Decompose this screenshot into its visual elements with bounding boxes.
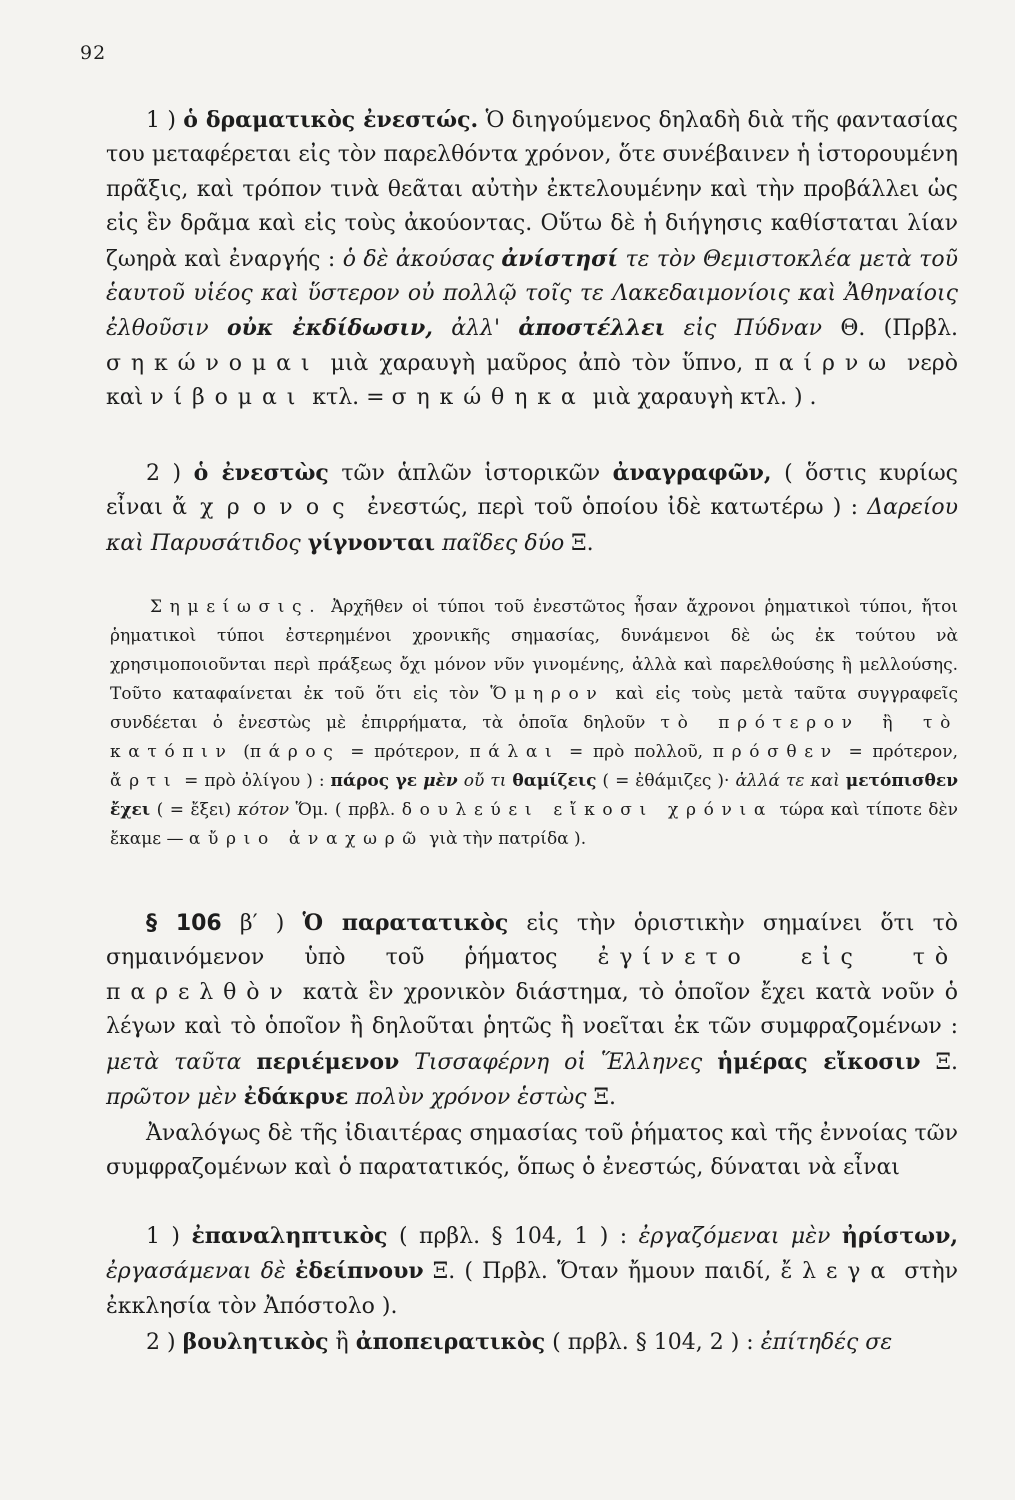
page-number: 92 (80, 42, 107, 64)
example-text: ἐργασάμεναι δὲ (106, 1259, 286, 1285)
paragraph-volitional (106, 1325, 958, 1360)
note-text: Ὅμ. ( πρβλ. (289, 800, 402, 820)
body-text: εἰς τὴν ὁριστικὴν σημαίνει ὅτι τὸ σημαινόμενον ὑπὸ τοῦ ῥήματος (106, 911, 958, 971)
spaced-word: σηκώθηκα (391, 385, 586, 411)
spaced-word: πάλαι (469, 742, 560, 762)
term-historical-present: ὁ ἐνεστὼς (193, 460, 329, 486)
example-text: εἰς Πύδναν (683, 316, 823, 342)
note-label: Σημείωσις. (150, 597, 323, 617)
body-text: τῶν ἁπλῶν ἱστορικῶν (328, 461, 613, 486)
term-volitional: βουλητικὸς (182, 1329, 329, 1355)
body-text: ( πρβλ. § 104, 2 ) : (545, 1330, 761, 1355)
spaced-word: ἄρτι (110, 771, 179, 791)
term-dramatic-present: ὁ δραματικὸς ἐνεστώς. (183, 107, 479, 133)
body-text: νερὸ καὶ (106, 350, 958, 411)
example-verb: περιέμενον (256, 1048, 400, 1075)
note-text: τώρα καὶ τίποτε δὲν ἔκαμε — (110, 800, 958, 849)
example-italic: κότον (237, 800, 290, 820)
section-number: § 106 (146, 911, 222, 936)
body-text: Ἀναλόγως δὲ τῆς ἰδιαιτέρας σημασίας τοῦ ῥήματος καὶ τῆς ἐννοίας τῶν συμφραζομένων καὶ ὁ παρατατικός, ὅπως ὁ ἐνεστώς, δύναται νὰ εἶναι (106, 1121, 958, 1181)
example-text: Τισσαφέρνη οἱ Ἕλληνες (414, 1049, 703, 1075)
body-text: στὴν ἐκκλησία τὸν Ἀπόστολο ). (106, 1259, 958, 1319)
spaced-word: ἐγίνετο εἰς τὸ παρελθὸν (106, 945, 958, 1005)
note-text: γιὰ τὴν πατρίδα ). (423, 829, 587, 849)
example-italic: ἀλλά τε καὶ (735, 771, 840, 791)
example-italic: μὲν (423, 771, 458, 791)
note-text: = πρότερον, (340, 742, 470, 762)
note-text: Ἀρχῆθεν οἱ τύποι τοῦ ἐνεστῶτος ἦσαν ἄχρονοι ῥηματικοὶ τύποι, ἤτοι ῥηματικοὶ τύποι ἐστερημένοι χρονικῆς σημασίας, δυνάμενοι δὲ ὡς ἐκ τούτου νὰ χρησιμοποιοῦνται περὶ πράξεως ὄχι μόνον νῦν γινομένης, ἀλλὰ καὶ παρελθούσης ἢ μελλούσης. Τοῦτο καταφαίνεται ἐκ τοῦ ὅτι εἰς τὸν (110, 597, 958, 704)
body-text: ἢ (328, 1330, 356, 1355)
body-text: β′ ) (221, 911, 303, 936)
term-imperfect: Ὁ παρατατικὸς (302, 910, 509, 936)
spaced-word: τὸ πρότερον ἢ τὸ κατόπιν (110, 713, 958, 762)
example-verb: ἐδάκρυε (243, 1084, 349, 1111)
source-abbrev: Ξ. (586, 1085, 616, 1111)
note-text: καὶ εἰς τοὺς μετὰ ταῦτα συγγραφεῖς συνδέεται ὁ ἐνεστὼς μὲ ἐπιρρήματα, τὰ ὁποῖα δηλοῦν (110, 684, 958, 733)
body-text: κτλ. = (305, 385, 392, 411)
body-text: μιὰ χαραυγὴ μαῦρος ἀπὸ τὸν ὕπνο, (319, 350, 755, 376)
spaced-word: Ὅμηρον (490, 684, 605, 704)
spaced-word: νίβομαι (150, 385, 306, 411)
example-bold: θαμίζεις (512, 771, 597, 791)
item-number: 2 ) (146, 461, 194, 486)
note-text: = πρότερον, (838, 742, 958, 762)
spaced-word: πρόσθεν (712, 742, 839, 762)
note-text: = πρὸ πολλοῦ, (559, 742, 713, 762)
item-number: 2 ) (146, 1330, 183, 1355)
example-text: μετὰ ταῦτα (106, 1049, 242, 1075)
example-text: ἐπίτηδές σε (760, 1330, 893, 1355)
item-number: 1 ) (146, 1224, 192, 1249)
example-text: πολὺν χρόνον ἑστὼς (355, 1085, 587, 1111)
example-text: παῖδες δύο (442, 530, 565, 556)
example-verb: ἀνίστησί (501, 245, 619, 272)
body-text: ( ὅστις κυρίως εἶναι (106, 461, 958, 521)
paragraph-repetitive (106, 1219, 958, 1324)
note-text: ( = ἔξει) (150, 800, 238, 820)
spaced-word: πάρος (249, 742, 341, 762)
paragraph-historical-present (106, 456, 958, 561)
paragraph-analogy (106, 1117, 958, 1186)
example-verb: γίγνονται (307, 529, 436, 556)
term-repetitive: ἐπαναληπτικὸς (191, 1223, 388, 1249)
spaced-word: ἔλεγα (780, 1259, 896, 1285)
body-text: ἐνεστώς, περὶ τοῦ ὁποίου ἰδὲ κατωτέρω ) : (357, 495, 868, 521)
source-abbrev: Θ. (Πρβλ. (822, 316, 959, 342)
body-text: κατὰ ἓν χρονικὸν διάστημα, τὸ ὁποῖον ἔχει κατὰ νοῦν ὁ λέγων καὶ τὸ ὁποῖον ἢ δηλοῦται ῥητῶς ἢ νοεῖται ἐκ τῶν συμφραζομένων : (106, 979, 958, 1040)
spaced-word: αὔριο ἀναχωρῶ (188, 829, 424, 849)
spaced-word: δουλεύει εἴκοσι χρόνια (401, 800, 773, 820)
example-text: ἐργαζόμεναι μὲν (638, 1224, 831, 1249)
example-italic: οὔ τι (463, 771, 507, 791)
note-text: = πρὸ ὀλίγου ) : (178, 771, 331, 791)
example-text: ὁ δὲ ἀκούσας (342, 246, 494, 272)
example-text: ἀλλ' (451, 316, 501, 342)
example-bold: πάρος γε (330, 771, 418, 791)
term-records: ἀναγραφῶν, (612, 460, 772, 486)
example-verb: οὐκ ἐκδίδωσιν, (226, 315, 433, 342)
example-verb: ἡμέρας εἴκοσιν (717, 1048, 921, 1075)
example-bold: μετόπισθεν ἔχει (110, 771, 958, 820)
body-text: μιὰ χαραυγὴ κτλ. ) . (585, 385, 817, 411)
paragraph-imperfect (106, 906, 958, 1115)
example-text: τε τὸν Θεμιστοκλέα μετὰ τοῦ ἑαυτοῦ υἱέος καὶ ὕστερον οὐ πολλῷ τοῖς τε Λακεδαιμονίοις καὶ Ἀθηναίοις ἐλθοῦσιν (106, 246, 958, 342)
example-text: Δαρείου καὶ Παρυσάτιδος (106, 495, 958, 556)
spaced-word: παίρνω (754, 350, 896, 376)
body-text: Ξ. ( Πρβλ. Ὅταν ἤμουν παιδί, (423, 1259, 781, 1285)
note-text: ( = ἐθάμιζες )· (596, 771, 736, 791)
note-block (110, 593, 958, 854)
spaced-word: σηκώνομαι (106, 350, 320, 376)
body-text: Ὁ διηγούμενος δηλαδὴ διὰ τῆς φαντασίας του μεταφέρεται εἰς τὸν παρελθόντα χρόνον, ὅτε συνέβαινεν ἡ ἱστορουμένη πρᾶξις, καὶ τρόπον τινὰ θεᾶται αὐτὴν ἐκτελουμένην καὶ τὴν προβάλλει ὡς εἰς ἓν δρᾶμα καὶ εἰς τοὺς ἀκούοντας. Οὕτω δὲ ἡ διήγησις καθίσταται λίαν ζωηρὰ καὶ ἐναργής : (106, 108, 958, 272)
source-abbrev: Ξ. (920, 1049, 958, 1075)
source-abbrev: Ξ. (564, 530, 594, 556)
term-conative: ἀποπειρατικὸς (355, 1329, 546, 1355)
example-verb: ἐδείπνουν (294, 1258, 424, 1285)
paragraph-dramatic-present (106, 103, 958, 416)
note-text: ( (233, 742, 250, 762)
item-number: 1 ) (146, 108, 184, 133)
example-text: πρῶτον μὲν (106, 1085, 237, 1111)
body-text: ( πρβλ. § 104, 1 ) : (387, 1224, 639, 1249)
example-verb: ἠρίστων, (841, 1223, 958, 1249)
example-verb: ἀποστέλλει (518, 315, 666, 342)
spaced-word: ἄχρονος (172, 495, 358, 521)
